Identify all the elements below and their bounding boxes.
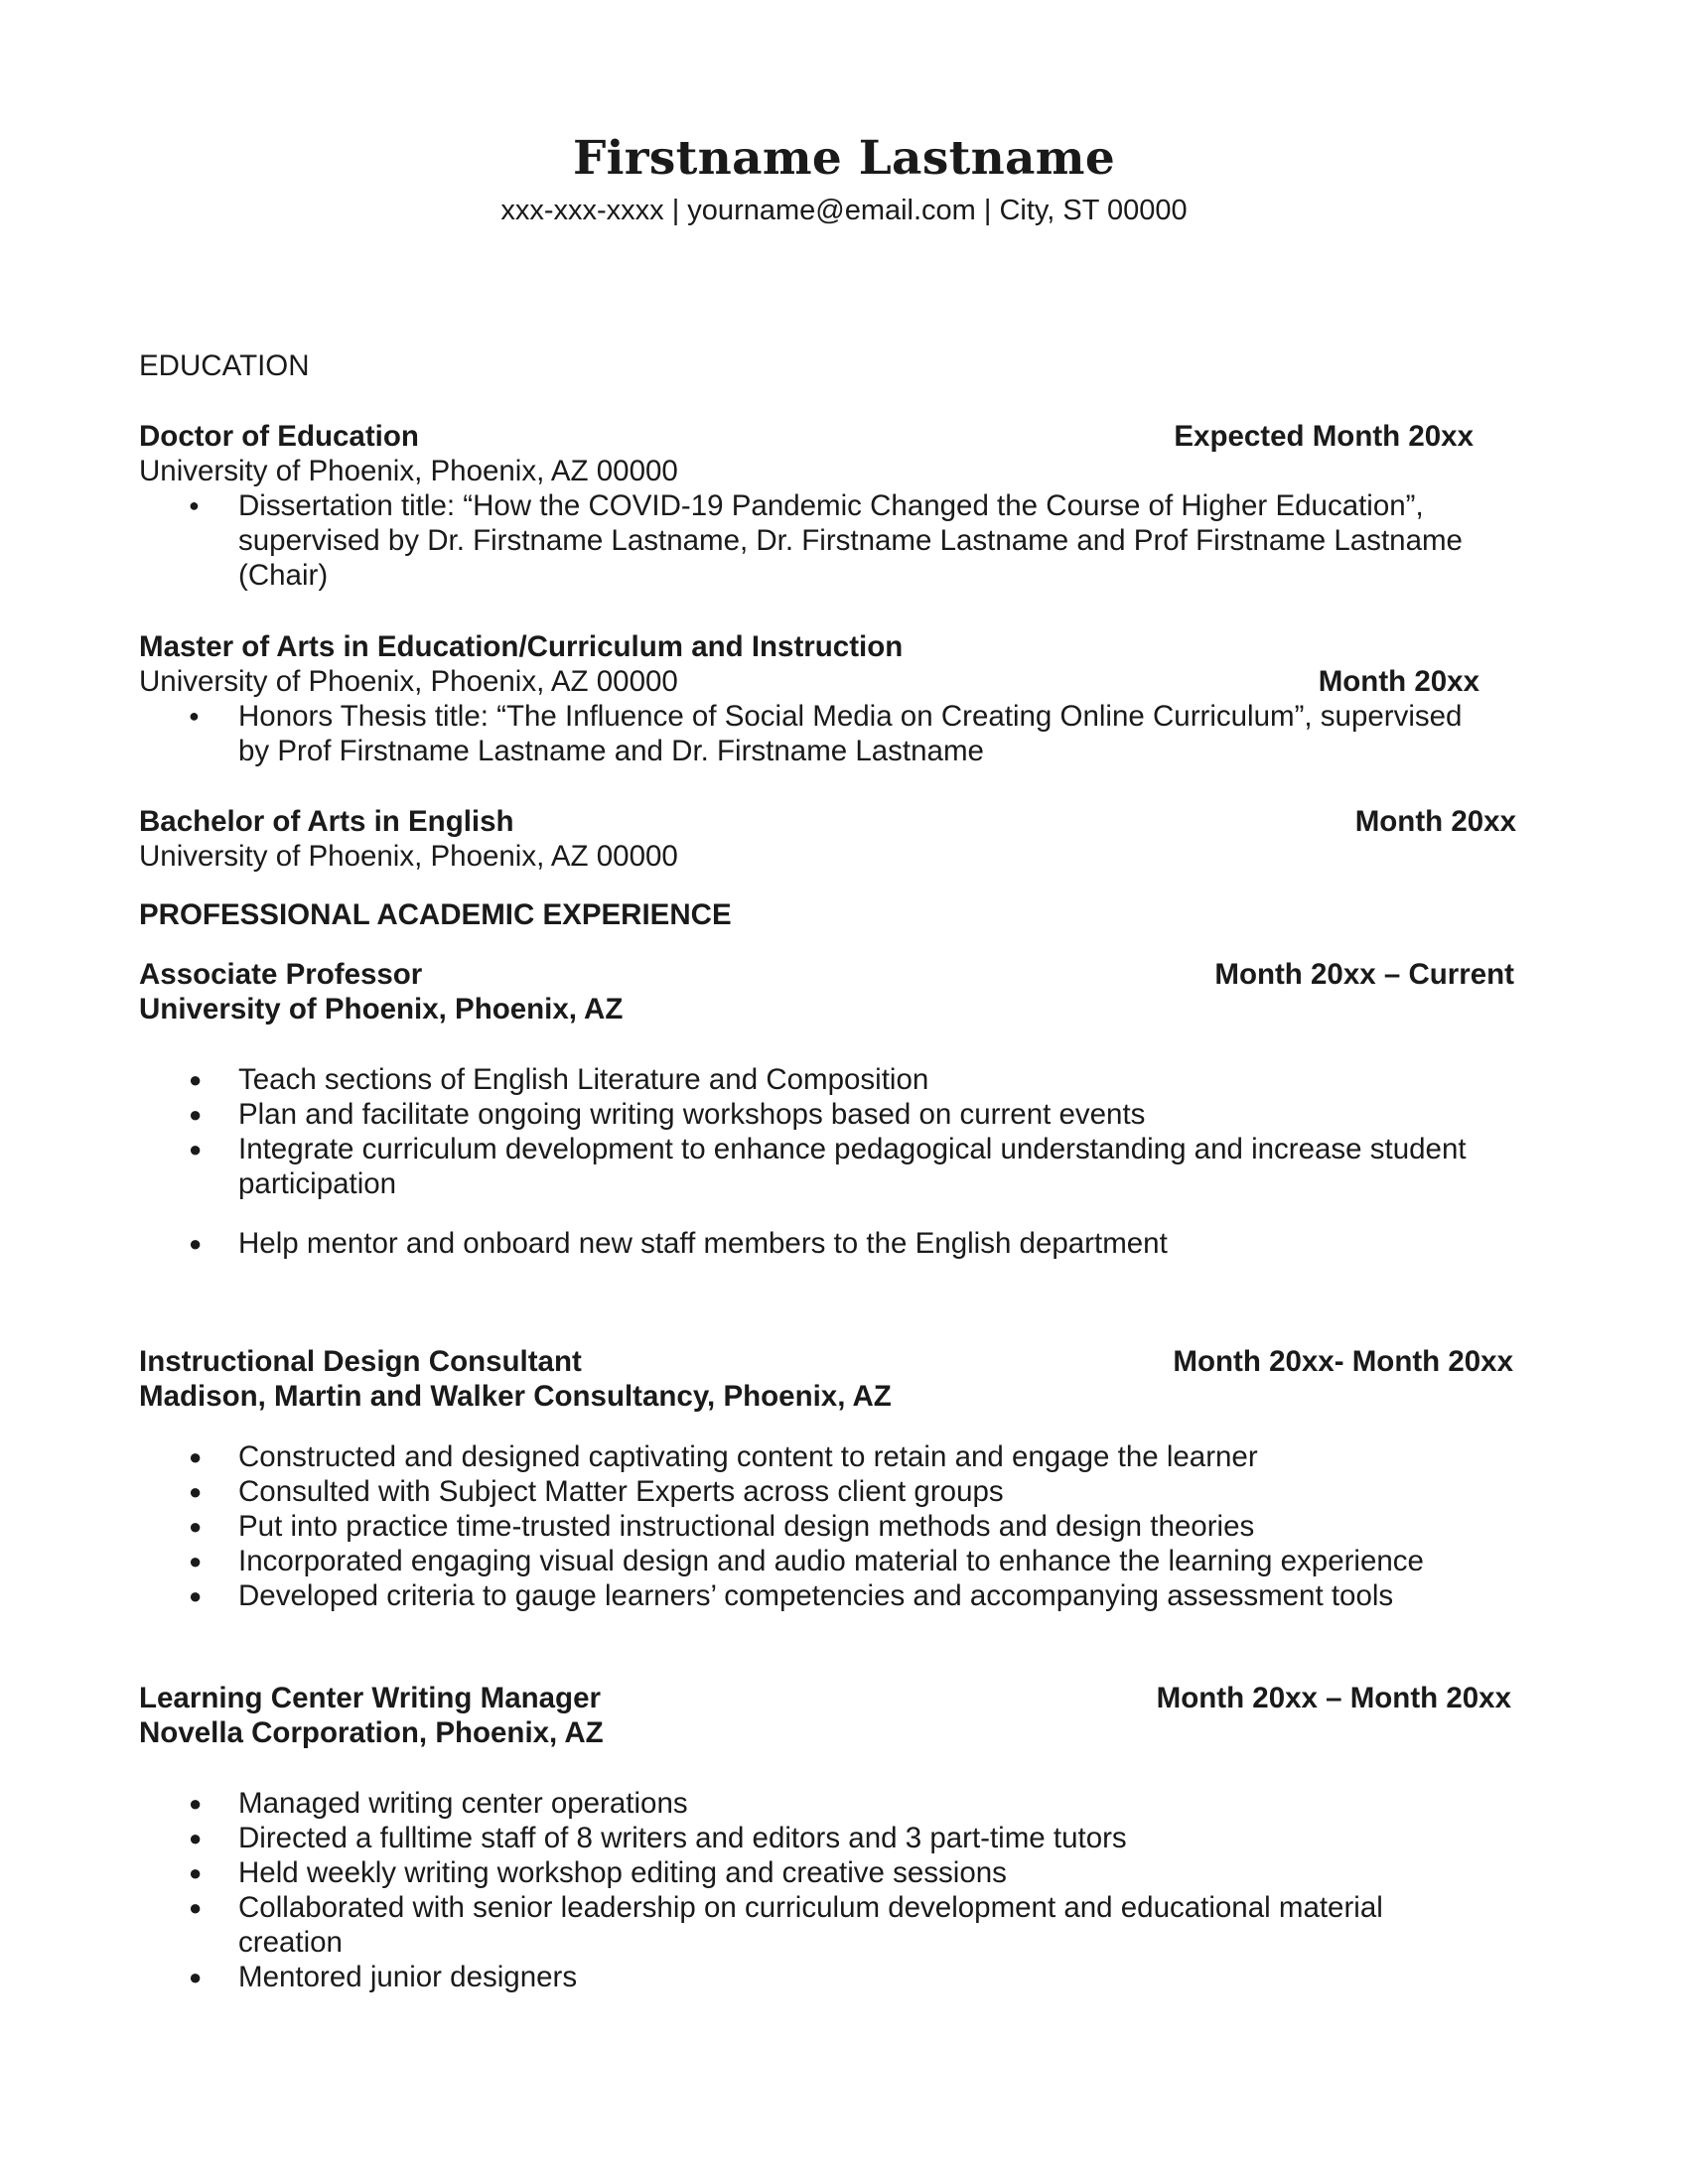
bullet-icon: ● bbox=[189, 1965, 203, 1989]
degree-date: Month 20xx bbox=[1318, 665, 1479, 698]
job-bullet-continuation: creation bbox=[238, 1926, 343, 1959]
candidate-name: Firstname Lastname bbox=[572, 131, 1116, 186]
degree-date: Month 20xx bbox=[1354, 805, 1516, 838]
bullet-icon: ● bbox=[189, 1895, 203, 1920]
job-bullet: Incorporated engaging visual design and audio material to enhance the learning experience bbox=[238, 1545, 1424, 1577]
thesis-line: Honors Thesis title: “The Influence of Social Media on Creating Online Curriculum”, supervised bbox=[238, 700, 1463, 733]
school-name: University of Phoenix, Phoenix, AZ 00000 bbox=[139, 840, 678, 873]
degree-title: Doctor of Education bbox=[139, 420, 419, 453]
bullet-icon: ● bbox=[189, 1860, 203, 1885]
bullet-icon: ● bbox=[189, 1231, 203, 1256]
job-bullet: Put into practice time-trusted instructional design methods and design theories bbox=[238, 1510, 1255, 1543]
job-date: Month 20xx – Month 20xx bbox=[1156, 1682, 1511, 1714]
dissertation-line: Dissertation title: “How the COVID-19 Pandemic Changed the Course of Higher Education”, bbox=[238, 489, 1424, 522]
bullet-icon: ● bbox=[189, 1479, 203, 1504]
dissertation-line: (Chair) bbox=[238, 559, 329, 592]
job-bullet: Developed criteria to gauge learners’ competencies and accompanying assessment tools bbox=[238, 1579, 1394, 1612]
school-name: University of Phoenix, Phoenix, AZ 00000 bbox=[139, 665, 678, 698]
bullet-icon: ● bbox=[189, 1791, 203, 1816]
job-bullet: Held weekly writing workshop editing and creative sessions bbox=[238, 1856, 1007, 1889]
job-date: Month 20xx – Current bbox=[1214, 958, 1514, 991]
job-date: Month 20xx- Month 20xx bbox=[1173, 1345, 1513, 1378]
job-organization: University of Phoenix, Phoenix, AZ bbox=[139, 993, 624, 1025]
bullet-icon: ● bbox=[189, 495, 200, 515]
job-bullet: Directed a fulltime staff of 8 writers and editors and 3 part-time tutors bbox=[238, 1822, 1127, 1854]
degree-date: Expected Month 20xx bbox=[1174, 420, 1474, 453]
job-bullet: Plan and facilitate ongoing writing workshops based on current events bbox=[238, 1098, 1146, 1131]
job-bullet: Managed writing center operations bbox=[238, 1787, 688, 1820]
job-title: Learning Center Writing Manager bbox=[139, 1682, 601, 1714]
job-organization: Madison, Martin and Walker Consultancy, Phoenix, AZ bbox=[139, 1380, 892, 1413]
job-bullet-continuation: participation bbox=[238, 1167, 397, 1200]
job-bullet: Consulted with Subject Matter Experts across client groups bbox=[238, 1475, 1004, 1508]
bullet-icon: ● bbox=[189, 1583, 203, 1608]
education-heading: EDUCATION bbox=[139, 349, 310, 382]
bullet-icon: ● bbox=[189, 1067, 203, 1092]
job-title: Associate Professor bbox=[139, 958, 423, 991]
bullet-icon: ● bbox=[189, 1137, 203, 1161]
job-bullet: Integrate curriculum development to enhance pedagogical understanding and increase student bbox=[238, 1133, 1467, 1165]
job-bullet: Mentored junior designers bbox=[238, 1961, 578, 1993]
thesis-line: by Prof Firstname Lastname and Dr. Firstname Lastname bbox=[238, 735, 984, 767]
bullet-icon: ● bbox=[189, 1514, 203, 1539]
bullet-icon: ● bbox=[189, 1549, 203, 1573]
bullet-icon: ● bbox=[189, 1102, 203, 1127]
bullet-icon: ● bbox=[189, 706, 200, 726]
contact-line: xxx-xxx-xxxx | yourname@email.com | City, ST 00000 bbox=[500, 195, 1188, 226]
job-bullet: Constructed and designed captivating content to retain and engage the learner bbox=[238, 1440, 1258, 1473]
job-bullet: Teach sections of English Literature and Composition bbox=[238, 1063, 929, 1096]
bullet-icon: ● bbox=[189, 1826, 203, 1850]
job-bullet: Collaborated with senior leadership on curriculum development and educational material bbox=[238, 1891, 1383, 1924]
degree-title: Bachelor of Arts in English bbox=[139, 805, 514, 838]
degree-title: Master of Arts in Education/Curriculum and Instruction bbox=[139, 630, 904, 663]
experience-heading: PROFESSIONAL ACADEMIC EXPERIENCE bbox=[139, 898, 732, 931]
bullet-icon: ● bbox=[189, 1444, 203, 1469]
job-organization: Novella Corporation, Phoenix, AZ bbox=[139, 1716, 604, 1749]
job-bullet: Help mentor and onboard new staff members to the English department bbox=[238, 1227, 1168, 1260]
dissertation-line: supervised by Dr. Firstname Lastname, Dr. Firstname Lastname and Prof Firstname Lastname bbox=[238, 524, 1463, 557]
school-name: University of Phoenix, Phoenix, AZ 00000 bbox=[139, 455, 678, 487]
job-title: Instructional Design Consultant bbox=[139, 1345, 582, 1378]
